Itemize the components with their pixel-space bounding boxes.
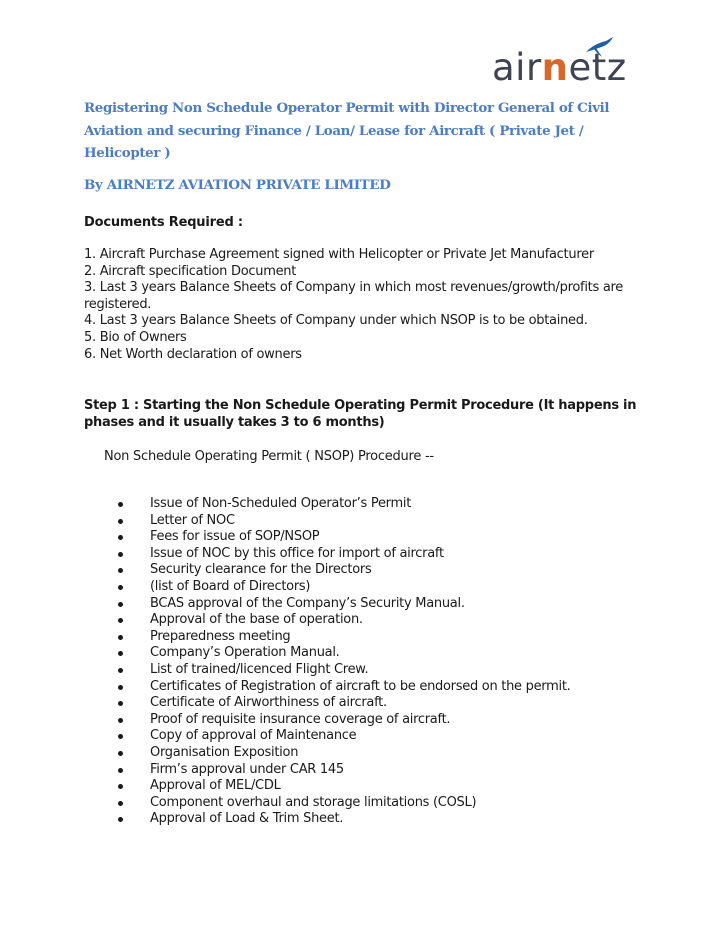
list-item xyxy=(84,579,644,596)
documents-list xyxy=(84,247,644,363)
bullet-icon xyxy=(118,801,123,806)
logo-wordmark xyxy=(492,46,627,90)
list-item xyxy=(84,778,644,795)
airnetz-logo xyxy=(492,36,652,96)
list-item xyxy=(84,645,644,662)
list-item-text: Certificates of Registration of aircraft to be endorsed on the permit. xyxy=(150,678,571,694)
list-item xyxy=(84,629,644,646)
list-item xyxy=(84,762,644,779)
list-item xyxy=(84,513,644,530)
document-title: Registering Non Schedule Operator Permit with Director General of Civil Aviation and securing Finance / Loan/ Lease for Aircraft ( Private Jet / Helicopter ) xyxy=(84,100,610,161)
bullet-icon xyxy=(118,734,123,739)
documents-heading: Documents Required : xyxy=(84,215,243,230)
procedure-heading: Non Schedule Operating Permit ( NSOP) Procedure -- xyxy=(104,449,434,464)
bullet-icon xyxy=(118,751,123,756)
document-item: 5. Bio of Owners xyxy=(84,329,187,345)
document-item: 3. Last 3 years Balance Sheets of Company in which most revenues/growth/profits are registered. xyxy=(84,280,624,312)
bullet-icon xyxy=(118,552,123,557)
list-item xyxy=(84,811,644,828)
list-item-text: Approval of Load & Trim Sheet. xyxy=(150,811,344,827)
list-item-text: Fees for issue of SOP/NSOP xyxy=(150,529,320,545)
list-item-text: Copy of approval of Maintenance xyxy=(150,728,357,744)
bullet-icon xyxy=(118,585,123,590)
bullet-icon xyxy=(118,701,123,706)
list-item-text: Firm’s approval under CAR 145 xyxy=(150,761,344,777)
logo-accent: n xyxy=(541,46,569,89)
logo-prefix: air xyxy=(492,46,542,89)
list-item xyxy=(84,728,644,745)
list-item-text: Security clearance for the Directors xyxy=(150,562,372,578)
logo-suffix: etz xyxy=(568,46,627,89)
list-item-text: Organisation Exposition xyxy=(150,744,299,760)
list-item-text: Approval of the base of operation. xyxy=(150,612,363,628)
list-item xyxy=(84,662,644,679)
bullet-icon xyxy=(118,784,123,789)
document-item: 1. Aircraft Purchase Agreement signed with Helicopter or Private Jet Manufacturer xyxy=(84,247,594,262)
bullet-icon xyxy=(118,668,123,673)
bullet-icon xyxy=(118,519,123,524)
document-item: 2. Aircraft specification Document xyxy=(84,263,297,279)
list-item-text: List of trained/licenced Flight Crew. xyxy=(150,661,369,677)
bullet-icon xyxy=(118,535,123,540)
list-item xyxy=(84,529,644,546)
list-item xyxy=(84,679,644,696)
bullet-icon xyxy=(118,651,123,656)
list-item xyxy=(84,562,644,579)
bullet-icon xyxy=(118,635,123,640)
bullet-icon xyxy=(118,602,123,607)
list-item xyxy=(84,795,644,812)
list-item-text: BCAS approval of the Company’s Security Manual. xyxy=(150,595,465,611)
list-item xyxy=(84,612,644,629)
list-item xyxy=(84,546,644,563)
bullet-icon xyxy=(118,768,123,773)
byline: By AIRNETZ AVIATION PRIVATE LIMITED xyxy=(84,177,391,193)
list-item xyxy=(84,496,644,513)
bullet-icon xyxy=(118,718,123,723)
list-item-text: (list of Board of Directors) xyxy=(150,578,311,594)
document-item: 6. Net Worth declaration of owners xyxy=(84,346,302,362)
list-item xyxy=(84,745,644,762)
list-item-text: Letter of NOC xyxy=(150,512,235,528)
bullet-icon xyxy=(118,568,123,573)
bullet-icon xyxy=(118,618,123,623)
list-item-text: Component overhaul and storage limitations (COSL) xyxy=(150,794,477,810)
list-item xyxy=(84,596,644,613)
list-item-text: Approval of MEL/CDL xyxy=(150,778,281,794)
step-1-heading: Step 1 : Starting the Non Schedule Operating Permit Procedure (It happens in phases and it usually takes 3 to 6 months) xyxy=(84,398,637,430)
list-item xyxy=(84,712,644,729)
bullet-icon xyxy=(118,685,123,690)
list-item-text: Preparedness meeting xyxy=(150,628,291,644)
list-item-text: Issue of NOC by this office for import of aircraft xyxy=(150,545,444,561)
bullet-icon xyxy=(118,502,123,507)
bullet-icon xyxy=(118,817,123,822)
list-item-text: Proof of requisite insurance coverage of aircraft. xyxy=(150,711,451,727)
list-item-text: Company’s Operation Manual. xyxy=(150,645,340,661)
list-item-text: Issue of Non-Scheduled Operator’s Permit xyxy=(150,496,412,511)
list-item xyxy=(84,695,644,712)
document-item: 4. Last 3 years Balance Sheets of Company under which NSOP is to be obtained. xyxy=(84,313,588,329)
procedure-list xyxy=(84,496,644,828)
list-item-text: Certificate of Airworthiness of aircraft. xyxy=(150,695,387,711)
